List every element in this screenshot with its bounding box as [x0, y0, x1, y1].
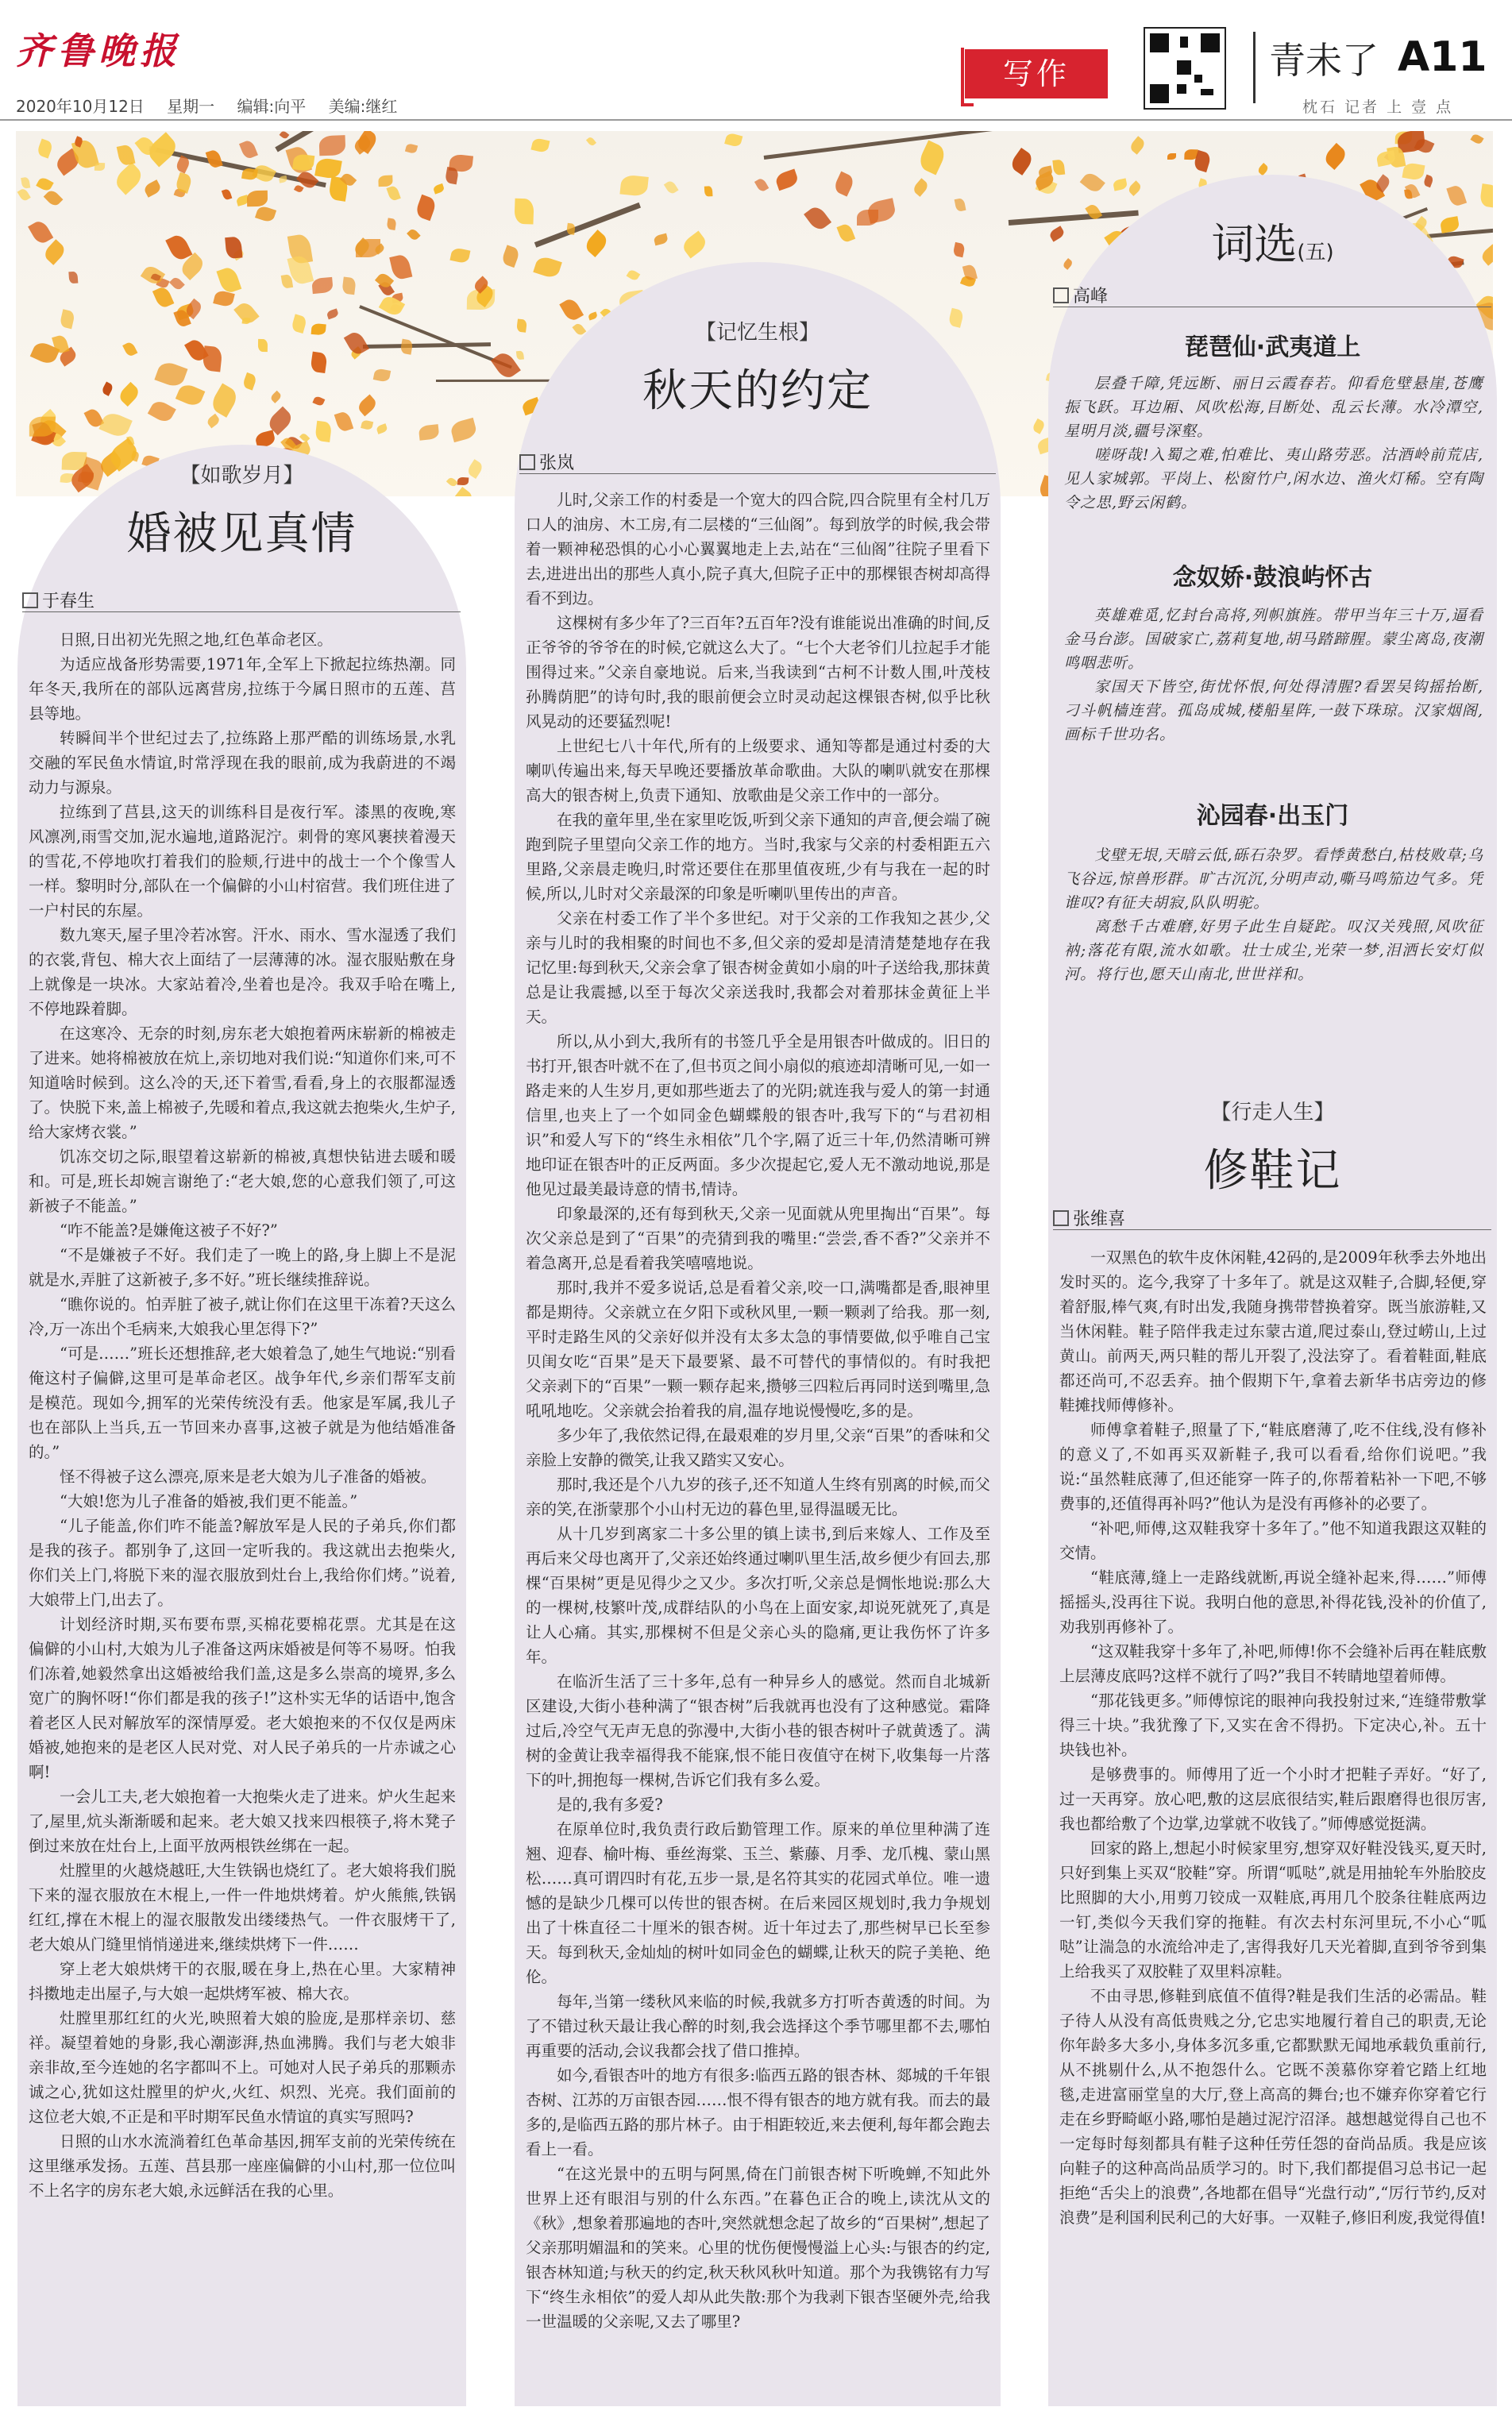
leaf-shape [1009, 148, 1036, 176]
body-paragraph: 多少年了,我依然记得,在最艰难的岁月里,父亲“百果”的香味和父亲脸上安静的微笑,让我又踏实又安心。 [526, 1426, 990, 1469]
leaf-shape [1080, 170, 1105, 195]
middle-article-tag: 【记忆生根】 [695, 321, 820, 345]
tree-branch [363, 342, 491, 349]
poem-stanza: 家国天下皆空,街忧怀恨,何处得清腥?看罢吴钩摇抬断,刁斗帆樯连营。孤岛成城,楼船星阵,一鼓下珠琼。汉家烟阁,画标千世功名。 [1064, 678, 1483, 743]
right-article-body [1059, 1245, 1487, 2397]
leaf-shape [176, 382, 206, 409]
middle-article-body [526, 488, 990, 2393]
left-article-tag: 【如歌岁月】 [179, 464, 304, 488]
leaf-shape [1113, 178, 1128, 191]
leaf-shape [399, 338, 413, 354]
left-article-title: 婚被见真情 [126, 508, 357, 560]
leaf-shape [117, 144, 135, 166]
leaf-shape [294, 184, 304, 193]
body-paragraph: 在临沂生活了三十多年,总有一种异乡人的感觉。然而自北城新区建设,大街小巷种满了“银杏树”后我就再也没有了这种感觉。霜降过后,冷空气无声无息的弥漫中,大街小巷的银杏树叶子就黄透了。满树的金黄让我幸福得我不能寐,恨不能日夜值守在树下,收集每一片落下的叶,拥抱每一棵树,告诉它们我有多么爱。 [526, 1672, 990, 1789]
leaf-shape [278, 176, 287, 183]
middle-article-title: 秋天的约定 [642, 365, 873, 417]
leaf-shape [414, 195, 438, 222]
leaf-shape [209, 384, 241, 418]
page-header [0, 0, 1512, 127]
right-article-author: 张维喜 [1053, 1205, 1125, 1230]
poem-stanza: 戈壁无垠,天暗云低,砾石杂罗。看悸黄愁白,枯枝败草;乌飞谷远,惊兽形群。旷古沉沉,分明声动,嘶马鸣笳边气多。凭谁叹?有征夫胡寂,队队明驼。 [1064, 847, 1483, 912]
leaf-shape [59, 309, 75, 329]
leaf-shape [241, 167, 258, 180]
body-paragraph: 为适应战备形势需要,1971年,全军上下掀起拉练热潮。同年冬天,我所在的部队远离营房,拉练于今属日照市的五莲、莒县等地。 [29, 655, 456, 723]
body-paragraph: 每年,当第一缕秋风来临的时候,我就多方打听杏黄透的时间。为了不错过秋天最让我心醉的时刻,我会选择这个季节哪里都不去,哪怕再重要的活动,会议我都会找了借口推掉。 [526, 1992, 990, 2060]
body-paragraph: 一双黑色的软牛皮休闲鞋,42码的,是2009年秋季去外地出发时买的。迄今,我穿了十多年了。就是这双鞋子,合脚,轻便,穿着舒服,棒气爽,有时出发,我随身携带替换着穿。既当旅游鞋,又当休闲鞋。鞋子陪伴我走过东蒙古道,爬过泰山,登过崂山,上过黄山。前两天,两只鞋的帮儿开裂了,没法穿了。看着鞋面,鞋底都还尚可,不忍丢弃。抽个假期下午,拿着去新华书店旁边的修鞋摊找师傅修补。 [1059, 1248, 1487, 1414]
dateline [16, 94, 415, 117]
tree-branch [764, 131, 1039, 160]
leaf-shape [247, 191, 268, 206]
body-paragraph: 日照,日出初光先照之地,红色革命老区。 [60, 631, 333, 649]
leaf-shape [833, 172, 856, 197]
body-paragraph: “不是嫌被子不好。我们走了一晚上的路,身上脚上不是泥就是水,弄脏了这新被子,多不好。”班长继续推辞说。 [29, 1246, 456, 1289]
left-author-rule [22, 611, 461, 612]
right-article-title: 修鞋记 [1203, 1145, 1342, 1197]
leaf-shape [586, 136, 596, 146]
leaf-shape [836, 222, 855, 244]
leaf-shape [326, 308, 339, 319]
leaf-shape [566, 223, 576, 235]
leaf-shape [241, 372, 257, 391]
body-paragraph: “咋不能盖?是嫌俺这被子不好?” [60, 1221, 278, 1240]
body-paragraph: 是的,我有多爱? [557, 1796, 663, 1814]
leaf-shape [866, 199, 897, 224]
leaf-shape [36, 138, 53, 158]
leaf-shape [42, 239, 68, 264]
leaf-shape [664, 179, 679, 195]
leaf-shape [1470, 133, 1483, 145]
leaf-shape [389, 253, 412, 280]
right-article-tag: 【行走人生】 [1210, 1101, 1335, 1124]
leaf-shape [378, 176, 393, 187]
leaf-shape [169, 276, 185, 291]
photo-credit: 枕石 记者 上 壹 点 [1302, 98, 1454, 116]
left-article-author: 于春生 [22, 588, 94, 612]
body-paragraph: 转瞬间半个世纪过去了,拉练路上那严酷的训练场景,水乳交融的军民鱼水情谊,时常浮现在我的眼前,成为我蔚进的不竭动力与源泉。 [29, 729, 456, 797]
leaf-shape [117, 382, 141, 407]
leaf-shape [69, 272, 79, 284]
body-paragraph: 如今,看银杏叶的地方有很多:临西五路的银杏林、郯城的千年银杏树、江苏的万亩银杏园……恨不得有银杏的地方就有我。而去的最多的,是临西五路的那片林子。由于相距较近,来去便利,每年都会跑去看上一看。 [526, 2066, 990, 2158]
leaf-shape [148, 398, 176, 424]
leaf-shape [310, 352, 328, 374]
leaf-shape [356, 395, 378, 417]
leaf-shape [205, 149, 222, 169]
leaf-shape [444, 168, 458, 185]
leaf-shape [98, 410, 133, 440]
body-paragraph: 那时,我还是个八九岁的孩子,还不知道人生终有别离的时候,而父亲的笑,在浙蒙那个小山村无边的暮色里,显得温暖无比。 [526, 1475, 990, 1518]
leaf-shape [501, 245, 521, 268]
leaf-shape [311, 277, 333, 294]
artist-credit: 美编:继红 [328, 97, 398, 116]
leaf-shape [44, 188, 64, 208]
body-paragraph: 灶膛里的火越烧越旺,大生铁锅也烧红了。老大娘将我们脱下来的湿衣服放在木棍上,一件一件地烘烤着。炉火熊熊,铁锅红红,撑在木棍上的湿衣服散发出缕缕热气。一件衣服烤干了,老大娘从门缝里悄悄递进来,继续烘烤下一件…… [29, 1861, 456, 1954]
issue-weekday: 星期一 [167, 97, 215, 116]
leaf-shape [1422, 175, 1434, 187]
leaf-shape [21, 177, 31, 189]
leaf-shape [916, 140, 948, 175]
leaf-shape [344, 330, 369, 357]
tree-branch [275, 131, 527, 152]
leaf-shape [36, 176, 54, 192]
poem-stanza: 离愁千古难磨,好男子此生自疑跎。叹汉关残照,风吹征衲;落花有限,流水如歌。壮士成尘,光荣一梦,泪洒长安灯似河。将行也,愿天山南北,世世祥和。 [1064, 918, 1483, 983]
leaf-shape [1479, 183, 1493, 208]
body-paragraph: 不由寻思,修鞋到底值不值得?鞋是我们生活的必需品。鞋子待人从没有高低贵贱之分,它忠实地履行着自己的职责,无论你年龄多大多小,身体多沉多重,它都默默无闻地承载负重前行,从不挑剔什么,从不抱怨什么。它既不羡慕你穿着它踏上红地毯,走进富丽堂皇的大厅,登上高高的舞台;也不嫌弃你穿着它行走在乡野畸岖小路,哪怕是趟过泥泞沼泽。越想越觉得自己也不一定每时每刻都具有鞋子这种任劳任怨的奋尚品质。我是应该向鞋子的这种高尚品质学习的。时下,我们都提倡习总书记一起拒绝“舌尖上的浪费”,各地都在倡导“光盘行动”,“厉行节约,反对浪费”是利国利民利己的大好事。一双鞋子,修旧利废,我觉得值! [1059, 1987, 1487, 2227]
body-paragraph: 那时,我并不爱多说话,总是看着父亲,咬一口,满嘴都是香,眼神里都是期待。父亲就立在夕阳下或秋风里,一颗一颗剥了给我。那一刻,平时走路生风的父亲好似并没有太多太急的事情要做,似乎唯自己宝贝闺女吃“百果”是天下最要紧、最不可替代的事情似的。有时我把父亲剥下的“百果”一颗一颗存起来,攒够三四粒后再同时送到嘴里,急吼吼地吃。父亲就会抬着我的肩,温存地说慢慢吃,多的是。 [526, 1279, 990, 1420]
body-paragraph: 一会儿工夫,老大娘抱着一大抱柴火走了进来。炉火生起来了,屋里,炕头渐渐暖和起来。老大娘又找来四根筷子,将木凳子倒过来放在灶台上,上面平放两根铁丝绑在一起。 [29, 1788, 456, 1855]
leaf-shape [1128, 137, 1147, 156]
body-paragraph: 印象最深的,还有每到秋天,父亲一见面就从兜里掏出“百果”。每次父亲总是到了“百果”的壳猜到我的嘴里:“尝尝,香不香?”父亲并不着急离开,总是看着我笑嘻嘻地说。 [526, 1205, 990, 1272]
ci-heading: 词选 [1211, 219, 1298, 269]
body-paragraph: “那花钱更多。”师傅惊诧的眼神向我投射过来,“连缝带敷掌得三十块。”我犹豫了下,又实在舍不得扔。下定决心,补。五十块钱也补。 [1059, 1691, 1487, 1759]
left-article-body [29, 627, 456, 2382]
leaf-shape [155, 360, 188, 389]
body-paragraph: 数九寒天,屋子里冷若冰窖。汗水、雨水、雪水湿透了我们的衣裳,背包、棉大衣上面结了一层薄薄的冰。湿衣服贴敷在身上就像是一块冰。大家站着冷,坐着也是冷。我双手哈在嘴上,不停地跺着脚。 [29, 926, 456, 1018]
leaf-shape [952, 241, 965, 257]
leaf-shape [449, 418, 478, 442]
body-paragraph: 从十几岁到离家二十多公里的镇上读书,到后来嫁人、工作及至再后来父母也离开了,父亲还始终通过喇叭里生活,故乡便少有回去,那棵“百果树”更是见得少之又少。多次打听,父亲总是惆怅地说:那么大的一棵树,枝繁叶茂,成群结队的小鸟在上面安家,却说死就死了,真是让人心痛。其实,那棵树不但是父亲心头的隐痛,更让我伤怀了许多年。 [526, 1525, 990, 1666]
leaf-shape [143, 179, 162, 197]
body-paragraph: 在原单位时,我负责行政后勤管理工作。原来的单位里种满了连翘、迎春、榆叶梅、垂丝海棠、玉兰、紫藤、月季、龙爪槐、蒙山黑松……真可谓四时有花,五步一景,是名符其实的花园式单位。唯一遗憾的是缺少几棵可以传世的银杏树。在后来园区规划时,我力争规划出了十株直径二十厘米的银杏树。近十年过去了,那些树早已长至参天。每到秋天,金灿灿的树叶如同金色的蝴蝶,让秋天的院子美艳、绝伦。 [526, 1820, 990, 1986]
body-paragraph: “鞋底薄,缝上一走路线就断,再说全缝补起来,得……”师傅摇摇头,没再往下说。我明白他的意思,补得花钱,没补的价值了,劝我别再修补了。 [1059, 1568, 1487, 1636]
leaf-shape [101, 381, 114, 396]
ci-number: (五) [1297, 241, 1334, 264]
body-paragraph: 怪不得被子这么漂亮,原来是老大娘为儿子准备的婚被。 [60, 1468, 437, 1486]
poem-stanza: 层叠千障,凭远断、丽日云霞春若。仰看危壁悬崖,苍鹰振飞跃。耳边厢、风吹松海,目断处、乱云长薄。水冷潭空,星明月淡,疆号深壑。 [1064, 375, 1483, 440]
leaf-shape [1447, 184, 1467, 207]
leaf-shape [17, 187, 31, 202]
leaf-shape [314, 156, 342, 179]
leaf-shape [405, 144, 418, 155]
body-paragraph: 儿时,父亲工作的村委是一个宽大的四合院,四合院里有全村几万口人的油房、木工房,有二层楼的“三仙阁”。每到放学的时候,我会带着一颗神秘恐惧的心小心翼翼地走上去,站在“三仙阁”往院子里看下去,进进出出的那些人真小,院子真大,但院子正中的那棵银杏树却高得看不到边。 [526, 491, 990, 608]
poem-title: 沁园春·出玉门 [1196, 802, 1349, 830]
leaf-shape [334, 411, 353, 433]
leaf-shape [681, 231, 709, 259]
leaf-shape [465, 458, 484, 478]
right-author-rule [1053, 1229, 1491, 1230]
body-paragraph: 穿上老大娘烘烤干的衣服,暖在身上,热在心里。大家精神抖擞地走出屋子,与大娘一起烘烤军被、棉大衣。 [29, 1960, 456, 2003]
poem-text [1064, 372, 1483, 515]
body-paragraph: “大娘!您为儿子准备的婚被,我们更不能盖。” [60, 1492, 358, 1510]
body-paragraph: “瞧你说的。怕弄脏了被子,就让你们在这里干冻着?天这么冷,万一冻出个毛病来,大娘我心里怎得下?” [29, 1295, 456, 1338]
leaf-shape [145, 132, 180, 167]
leaf-shape [291, 314, 307, 333]
leaf-shape [418, 424, 439, 441]
leaf-shape [29, 417, 56, 437]
poem-stanza: 嗟呀哉!入蜀之难,怕难比、夷山路劳恶。沽酒岭前荒店,见人家城郭。平岗上、松窗竹户,闲水边、渔火灯稀。空有陶令之思,野云闲鹤。 [1064, 446, 1483, 511]
body-paragraph: 计划经济时期,买布要布票,买棉花要棉花票。尤其是在这偏僻的小山村,大娘为儿子准备这两床婚被是何等不易呀。怕我们冻着,她毅然拿出这婚被给我们盖,这是多么崇高的境界,多么宽广的胸怀呀!“你们都是我的孩子!”这朴实无华的话语中,饱含着老区人民对解放军的深情厚爱。老大娘抱来的不仅仅是两床婚被,她抱来的是老区人民对党、对人民子弟兵的一片赤诚之心啊! [29, 1615, 456, 1781]
issue-date: 2020年10月12日 [16, 97, 145, 116]
leaf-shape [1127, 180, 1143, 196]
middle-author-rule [519, 473, 996, 474]
poem-text [1064, 604, 1483, 746]
page-number: A11 [1398, 33, 1487, 81]
leaf-shape [955, 198, 966, 212]
leaf-shape [311, 323, 326, 335]
middle-article-author: 张岚 [519, 449, 574, 474]
body-paragraph: 灶膛里那红红的火光,映照着大娘的脸庞,是那样亲切、慈祥。凝望着她的身影,我心潮澎湃,热血沸腾。我们与老大娘非亲非故,至今连她的名字都叫不上。可她对人民子弟兵的那颗赤诚之心,犹如这灶膛里的炉火,火红、炽烈、光亮。我们面前的这位老大娘,不正是和平时期军民鱼水情谊的真实写照吗? [29, 2009, 456, 2126]
leaf-shape [386, 185, 400, 202]
leaf-shape [449, 246, 470, 264]
leaf-shape [361, 420, 373, 430]
editor-credit: 编辑:向平 [237, 97, 307, 116]
poem-text [1064, 843, 1483, 986]
leaf-shape [255, 205, 276, 224]
body-paragraph: 在这寒冷、无奈的时刻,房东老大娘抱着两床崭新的棉被走了进来。她将棉被放在炕上,亲切地对我们说:“知道你们来,可不知道啥时候到。这么冷的天,还下着雪,看看,身上的衣服都湿透了。快脱下来,盖上棉被子,先暖和着点,我这就去抱柴火,生炉子,给大家烤衣裳。” [29, 1024, 456, 1141]
leaf-shape [94, 163, 106, 171]
body-paragraph: 回家的路上,想起小时候家里穷,想穿双好鞋没钱买,夏天时,只好到集上买双“胶鞋”穿。所谓“呱哒”,就是用抽轮车外胎胶皮比照脚的大小,用剪刀铰成一双鞋底,再用几个胶条往鞋底两边一钉,类似今天我们穿的拖鞋。有次去村东河里玩,不小心“呱哒”让湍急的水流给冲走了,害得我好几天光着脚,直到爷爷到集上给我买了双胶鞋了双里料凉鞋。 [1059, 1839, 1487, 1981]
leaf-shape [28, 218, 54, 246]
leaf-shape [206, 413, 221, 428]
leaf-shape [1031, 419, 1045, 434]
body-paragraph: “在这光景中的五明与阿黑,倚在门前银杏树下听晚蝉,不知此外世界上还有眼泪与别的什么东西。”在暮色正合的晚上,读沈从文的《秋》,想象着那遍地的杏叶,突然就想念起了故乡的“百果树”,想起了父亲那明媚温和的笑来。心里的忧伤便慢慢溢上心头:与银杏的约定,银杏林知道;与秋天的约定,秋天秋风秋叶知道。那个为我镌铭有力写下“终生永相依”的爱人却从此失散:那个为我剥下银杏坚硬外壳,给我一世温暖的父亲呢,又去了哪里? [526, 2165, 990, 2331]
leaf-shape [222, 188, 232, 200]
leaf-shape [152, 285, 174, 310]
leaf-shape [804, 203, 831, 233]
leaf-shape [773, 168, 799, 191]
leaf-shape [342, 277, 357, 295]
leaf-shape [258, 339, 268, 352]
section-label: 写作 [965, 49, 1108, 98]
leaf-shape [433, 184, 446, 195]
body-paragraph: 日照的山水水流淌着红色革命基因,拥军支前的光荣传统在这里继承发扬。五莲、莒县那一座座偏僻的小山村,那一位位叫不上名字的房东老大娘,永远鲜活在我的心里。 [29, 2132, 456, 2200]
leaf-shape [653, 233, 668, 245]
leaf-shape [754, 177, 770, 193]
leaf-shape [704, 187, 712, 197]
body-paragraph: 在我的童年里,坐在家里吃饭,听到父亲下通知的声音,便会端了碗跑到院子里望向父亲工作的地方。当时,我家与父亲的村委相距五六里路,父亲晨走晚归,时常还要住在那里值夜班,少有与我在一起的时候,所以,儿时对父亲最深的印象是听喇叭里传出的声音。 [526, 811, 990, 903]
body-paragraph: 是够费事的。师傅用了近一个小时才把鞋子弄好。“好了,过一天再穿。放心吧,敷的这层底很结实,鞋后跟磨得也很厉害,我也都给敷了个边掌,边掌就不收钱了。”师傅感觉挺满。 [1059, 1765, 1487, 1833]
leaf-shape [515, 199, 534, 225]
leaf-shape [239, 139, 258, 160]
body-paragraph: “可是……”班长还想推辞,老大娘着急了,她生气地说:“别看俺这村子偏僻,这里可是革命老区。战争年代,乡亲们帮军支前是模范。现如今,拥军的光荣传统没有丢。他家是军属,我儿子也在部队上当兵,五一节回来办喜事,这被子就是为他结婚准备的。” [29, 1344, 456, 1461]
body-paragraph: “儿子能盖,你们咋不能盖?解放军是人民的子弟兵,你们都是我的孩子。都别争了,这回一定听我的。我这就出去抱柴火,你们关上门,将脱下来的湿衣服放到灶台上,我给你们烤。”说着,大娘带上门,出去了。 [29, 1517, 456, 1609]
newspaper-masthead: 齐鲁晚报 [16, 29, 181, 72]
body-paragraph: 父亲在村委工作了半个多世纪。对于父亲的工作我知之甚少,父亲与儿时的我相聚的时间也不多,但父亲的爱却是清清楚楚地存在我记忆里:每到秋天,父亲会拿了银杏树金黄如小扇的叶子送给我,那抹黄总是让我震撼,以至于每次父亲送我时,我都会对着那抹金黄征上半天。 [526, 909, 990, 1026]
leaf-shape [202, 345, 224, 372]
leaf-shape [1322, 143, 1349, 170]
leaf-shape [407, 227, 420, 241]
body-paragraph: 上世纪七八十年代,所有的上级要求、通知等都是通过村委的大喇叭传遍出来,每天早晚还要播放革命歌曲。大队的喇叭就安在那棵高大的银杏树上,负责下通知、放歌曲是父亲工作中的一部分。 [526, 737, 990, 804]
leaf-shape [1052, 160, 1065, 176]
leaf-shape [112, 162, 145, 195]
leaf-shape [315, 420, 333, 442]
header-divider [1253, 32, 1256, 103]
body-paragraph: 师傅拿着鞋子,照量了下,“鞋底磨薄了,吃不住线,没有修补的意义了,不如再买双新鞋子,我可以看看,给你们说吧。”我说:“虽然鞋底薄了,但还能穿一阵子的,你帮着粘补一下吧,不够费事的,还值得再补吗?”他认为是没有再修补的必要了。 [1059, 1421, 1487, 1513]
body-paragraph: “补吧,师傅,这双鞋我穿十多年了。”他不知道我跟这双鞋的交情。 [1059, 1519, 1487, 1562]
leaf-shape [583, 230, 611, 257]
leaf-shape [1167, 153, 1176, 160]
leaf-shape [318, 136, 345, 156]
body-paragraph: 拉练到了莒县,这天的训练科目是夜行军。漆黑的夜晚,寒风凛冽,雨雪交加,泥水遍地,道路泥泞。刺骨的寒风裹挟着漫天的雪花,不停地吹打着我们的脸颊,行进中的战士一个个像雪人一样。黎明时分,部队在一个偏僻的小山村宿营。我们班住进了一户村民的东屋。 [29, 803, 456, 920]
leaf-shape [530, 137, 550, 153]
leaf-shape [725, 133, 743, 148]
poem-title: 琵琶仙·武夷道上 [1184, 334, 1361, 361]
page-name: 青未了 [1269, 39, 1379, 82]
tree-branch [359, 305, 511, 368]
leaf-shape [627, 268, 641, 282]
body-paragraph: 这棵树有多少年了?三百年?五百年?没有谁能说出准确的时间,反正爷爷的爷爷在的时候,它就这么大了。“七个大老爷们儿拉起手才能围得过来。”父亲自豪地说。后来,当我读到“古柯不计数人围,叶茂枝孙腾荫肥”的诗句时,我的眼前便会立时灵动起这棵银杏树,似乎比秋风晃动的还要猛烈呢! [526, 614, 990, 731]
leaf-shape [373, 368, 391, 383]
leaf-shape [375, 424, 388, 435]
leaf-shape [225, 236, 242, 258]
leaf-shape [216, 266, 241, 295]
leaf-shape [122, 340, 138, 357]
leaf-shape [620, 174, 649, 197]
leaf-shape [269, 391, 282, 403]
qr-code-icon [1144, 27, 1226, 110]
poem-title: 念奴娇·鼓浪屿怀古 [1172, 564, 1373, 592]
leaf-shape [312, 395, 324, 407]
leaf-shape [912, 179, 930, 198]
leaf-shape [387, 218, 397, 230]
body-paragraph: “这双鞋我穿十多年了,补吧,师傅!你不会缝补后再在鞋底敷上层薄皮底吗?这样不就行了吗?”我目不转睛地望着师傅。 [1059, 1642, 1487, 1685]
ci-selection-title [1048, 210, 1497, 272]
leaf-shape [533, 254, 562, 280]
header-rule [0, 119, 1512, 121]
body-paragraph: 所以,从小到大,我所有的书签几乎全是用银杏叶做成的。旧日的书打开,银杏叶就不在了,但书页之间小扇似的痕迹却清晰可见,一如一路走来的人生岁月,更如那些逝去了的光阴;就连我与爱人的第一封通信里,也夹上了一个如同金色蝴蝶般的银杏叶,我写下的“与君初相识”和爱人写下的“终生永相依”几个字,隔了近三十年,仍然清晰可辨地印证在银杏叶的正反两面。多少次提起它,爱人无不激动地说,那是他见过最美最诗意的情书,情诗。 [526, 1032, 990, 1198]
ci-author: 高峰 [1053, 283, 1108, 307]
leaf-shape [241, 317, 250, 324]
body-paragraph: 饥冻交切之际,眼望着这崭新的棉被,真想快钻进去暖和暖和。可是,班长却婉言谢绝了:“老大娘,您的心意我们领了,可这新被子不能盖。” [29, 1148, 456, 1215]
poem-stanza: 英雄难觅,忆封台高将,列帜旗旌。带甲当年三十万,逼看金马台澎。国破家亡,荔莉复地,胡马踏蹄腥。蒙尘离岛,夜潮鸣咽悲听。 [1064, 607, 1483, 672]
